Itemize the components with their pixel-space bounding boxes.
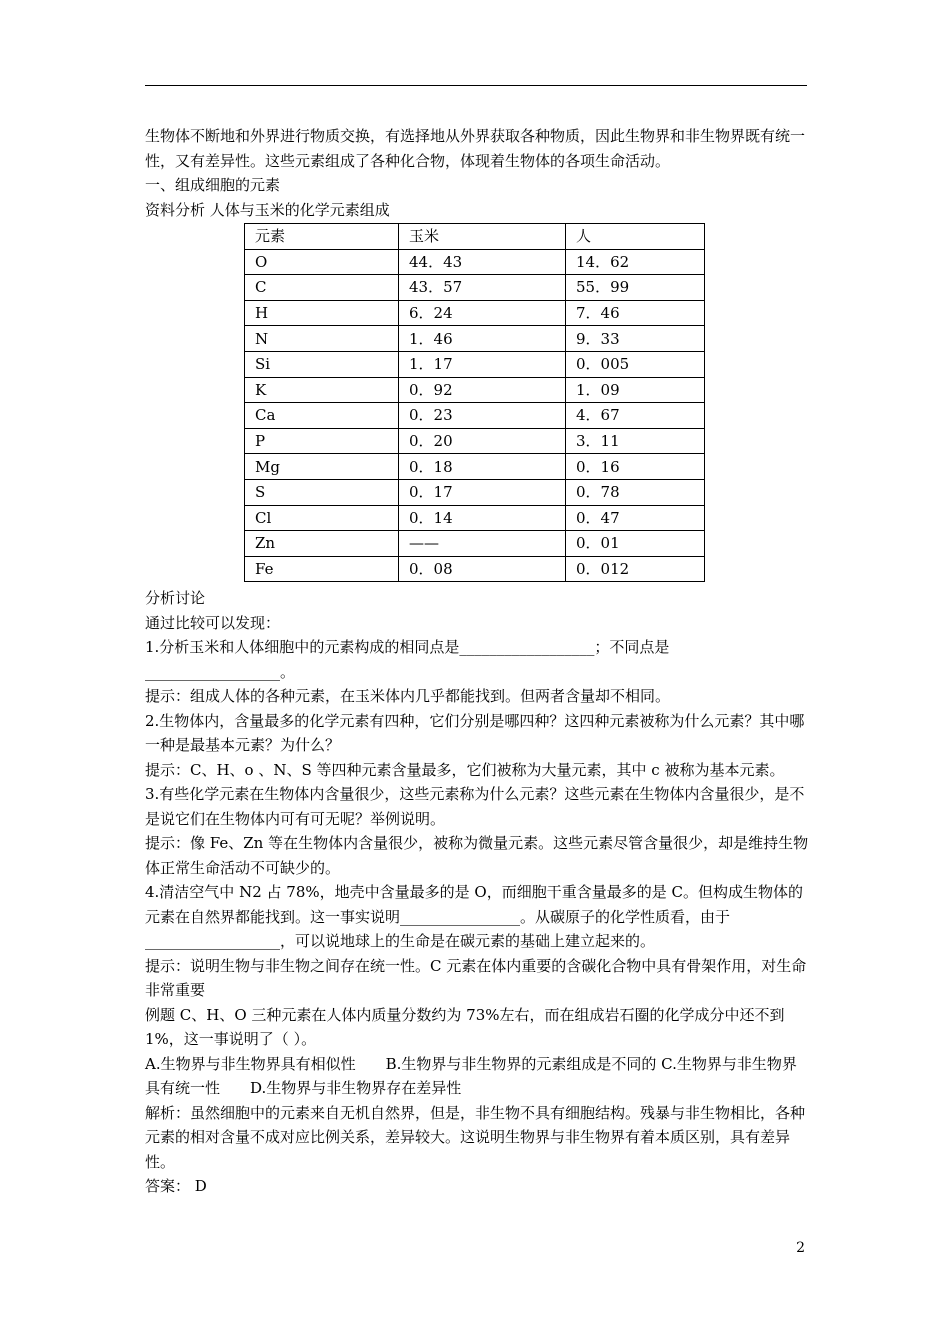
example-question: 例题 C、H、O 三种元素在人体内质量分数约为 73%左右，而在组成岩石圈的化学成分中还不到 1%，这一事说明了（ ）。: [145, 1005, 785, 1049]
corn-value-cell: 0．20: [399, 428, 566, 454]
corn-value-cell: 6．24: [399, 300, 566, 326]
element-symbol-cell: Mg: [245, 454, 399, 480]
human-value-cell: 0．16: [566, 454, 705, 480]
corn-value-cell: 0．18: [399, 454, 566, 480]
corn-value-cell: 0．08: [399, 556, 566, 582]
element-symbol-cell: Cl: [245, 505, 399, 531]
header-cell: 玉米: [399, 224, 566, 250]
question-3: 3.有些化学元素在生物体内含量很少，这些元素称为什么元素？这些元素在生物体内含量很少，是不是说它们在生物体内可有可无呢？举例说明。: [145, 785, 805, 828]
table-row: [245, 326, 705, 352]
corn-value-cell: 1．46: [399, 326, 566, 352]
table-row: [245, 403, 705, 429]
table-row: [245, 505, 705, 531]
corn-value-cell: 0．14: [399, 505, 566, 531]
corn-value-cell: 43．57: [399, 275, 566, 301]
hint-3: 提示：像 Fe、Zn 等在生物体内含量很少，被称为微量元素。这些元素尽管含量很少，却是维持生物体正常生命活动不可缺少的。: [145, 834, 809, 877]
corn-value-cell: 0．92: [399, 377, 566, 403]
element-symbol-cell: Si: [245, 351, 399, 377]
corn-value-cell: 0．17: [399, 479, 566, 505]
header-rule: [145, 85, 807, 86]
corn-value-cell: 44．43: [399, 249, 566, 275]
human-value-cell: 1．09: [566, 377, 705, 403]
element-symbol-cell: Fe: [245, 556, 399, 582]
table-row: [245, 249, 705, 275]
human-value-cell: 7．46: [566, 300, 705, 326]
human-value-cell: 14．62: [566, 249, 705, 275]
element-symbol-cell: H: [245, 300, 399, 326]
element-symbol-cell: N: [245, 326, 399, 352]
discussion-lead: 通过比较可以发现：: [145, 613, 281, 632]
hint-4: 提示：说明生物与非生物之间存在统一性。C 元素在体内重要的含碳化合物中具有骨架作用，对生命非常重要: [145, 956, 807, 1000]
element-symbol-cell: C: [245, 275, 399, 301]
header-cell: 元素: [245, 224, 399, 250]
header-cell: 人: [566, 224, 705, 250]
element-symbol-cell: Zn: [245, 531, 399, 557]
table-row: [245, 479, 705, 505]
human-value-cell: 0．47: [566, 505, 705, 531]
analysis: 解析：虽然细胞中的元素来自无机自然界，但是，非生物不具有细胞结构。残暴与非生物相比，各种元素的相对含量不成对应比例关系，差异较大。这说明生物界与非生物界有着本质区别，具有差异性。: [145, 1103, 806, 1171]
corn-value-cell: 1．17: [399, 351, 566, 377]
human-value-cell: 0．01: [566, 531, 705, 557]
human-value-cell: 9．33: [566, 326, 705, 352]
human-value-cell: 0．78: [566, 479, 705, 505]
corn-value-cell: ——: [399, 531, 566, 557]
table-row: [245, 351, 705, 377]
table-caption: 资料分析 人体与玉米的化学元素组成: [145, 200, 390, 219]
table-header-row: [245, 224, 705, 250]
hint-2: 提示：C、H、o 、N、S 等四种元素含量最多，它们被称为大量元素，其中 c 被称为基本元素。: [145, 760, 785, 779]
question-2: 2.生物体内，含量最多的化学元素有四种，它们分别是哪四种？这四种元素被称为什么元素？其中哪一种是最基本元素？为什么？: [145, 711, 805, 755]
element-symbol-cell: Ca: [245, 403, 399, 429]
section-title: 一、组成细胞的元素: [145, 176, 281, 194]
answer: 答案： D: [145, 1177, 207, 1196]
table-row: [245, 531, 705, 557]
corn-value-cell: 0．23: [399, 403, 566, 429]
table-row: [245, 275, 705, 301]
discussion-title: 分析讨论: [145, 589, 206, 608]
element-symbol-cell: P: [245, 428, 399, 454]
table-row: [245, 377, 705, 403]
human-value-cell: 4．67: [566, 403, 705, 429]
hint-1: 提示：组成人体的各种元素，在玉米体内几乎都能找到。但两者含量却不相同。: [145, 687, 671, 706]
human-value-cell: 3．11: [566, 428, 705, 454]
element-symbol-cell: K: [245, 377, 399, 403]
table-row: [245, 428, 705, 454]
human-value-cell: 55．99: [566, 275, 705, 301]
intro-paragraph: 生物体不断地和外界进行物质交换，有选择地从外界获取各种物质，因此生物界和非生物界既有统一性，又有差异性。这些元素组成了各种化合物，体现着生物体的各项生命活动。: [145, 127, 806, 170]
table-row: [245, 556, 705, 582]
document-body: [145, 124, 810, 1199]
question-4: 4.清洁空气中 N2 占 78%，地壳中含量最多的是 O，而细胞干重含量最多的是 C。但构成生物体的元素在自然界都能找到。这一事实说明________________。从碳原子的化学性质看，由于__________________，可以说地球上的生命是在碳元素的基础上建立起来的。: [145, 883, 803, 951]
element-symbol-cell: S: [245, 479, 399, 505]
table-row: [245, 300, 705, 326]
question-1: 1.分析玉米和人体细胞中的元素构成的相同点是__________________；不同点是__________________。: [145, 638, 670, 681]
element-table: [244, 223, 705, 582]
example-options: A.生物界与非生物界具有相似性 B.生物界与非生物界的元素组成是不同的 C.生物界与非生物界具有统一性 D.生物界与非生物界存在差异性: [145, 1054, 797, 1098]
human-value-cell: 0．012: [566, 556, 705, 582]
human-value-cell: 0．005: [566, 351, 705, 377]
table-row: [245, 454, 705, 480]
element-symbol-cell: O: [245, 249, 399, 275]
page-number: 2: [796, 1240, 805, 1256]
